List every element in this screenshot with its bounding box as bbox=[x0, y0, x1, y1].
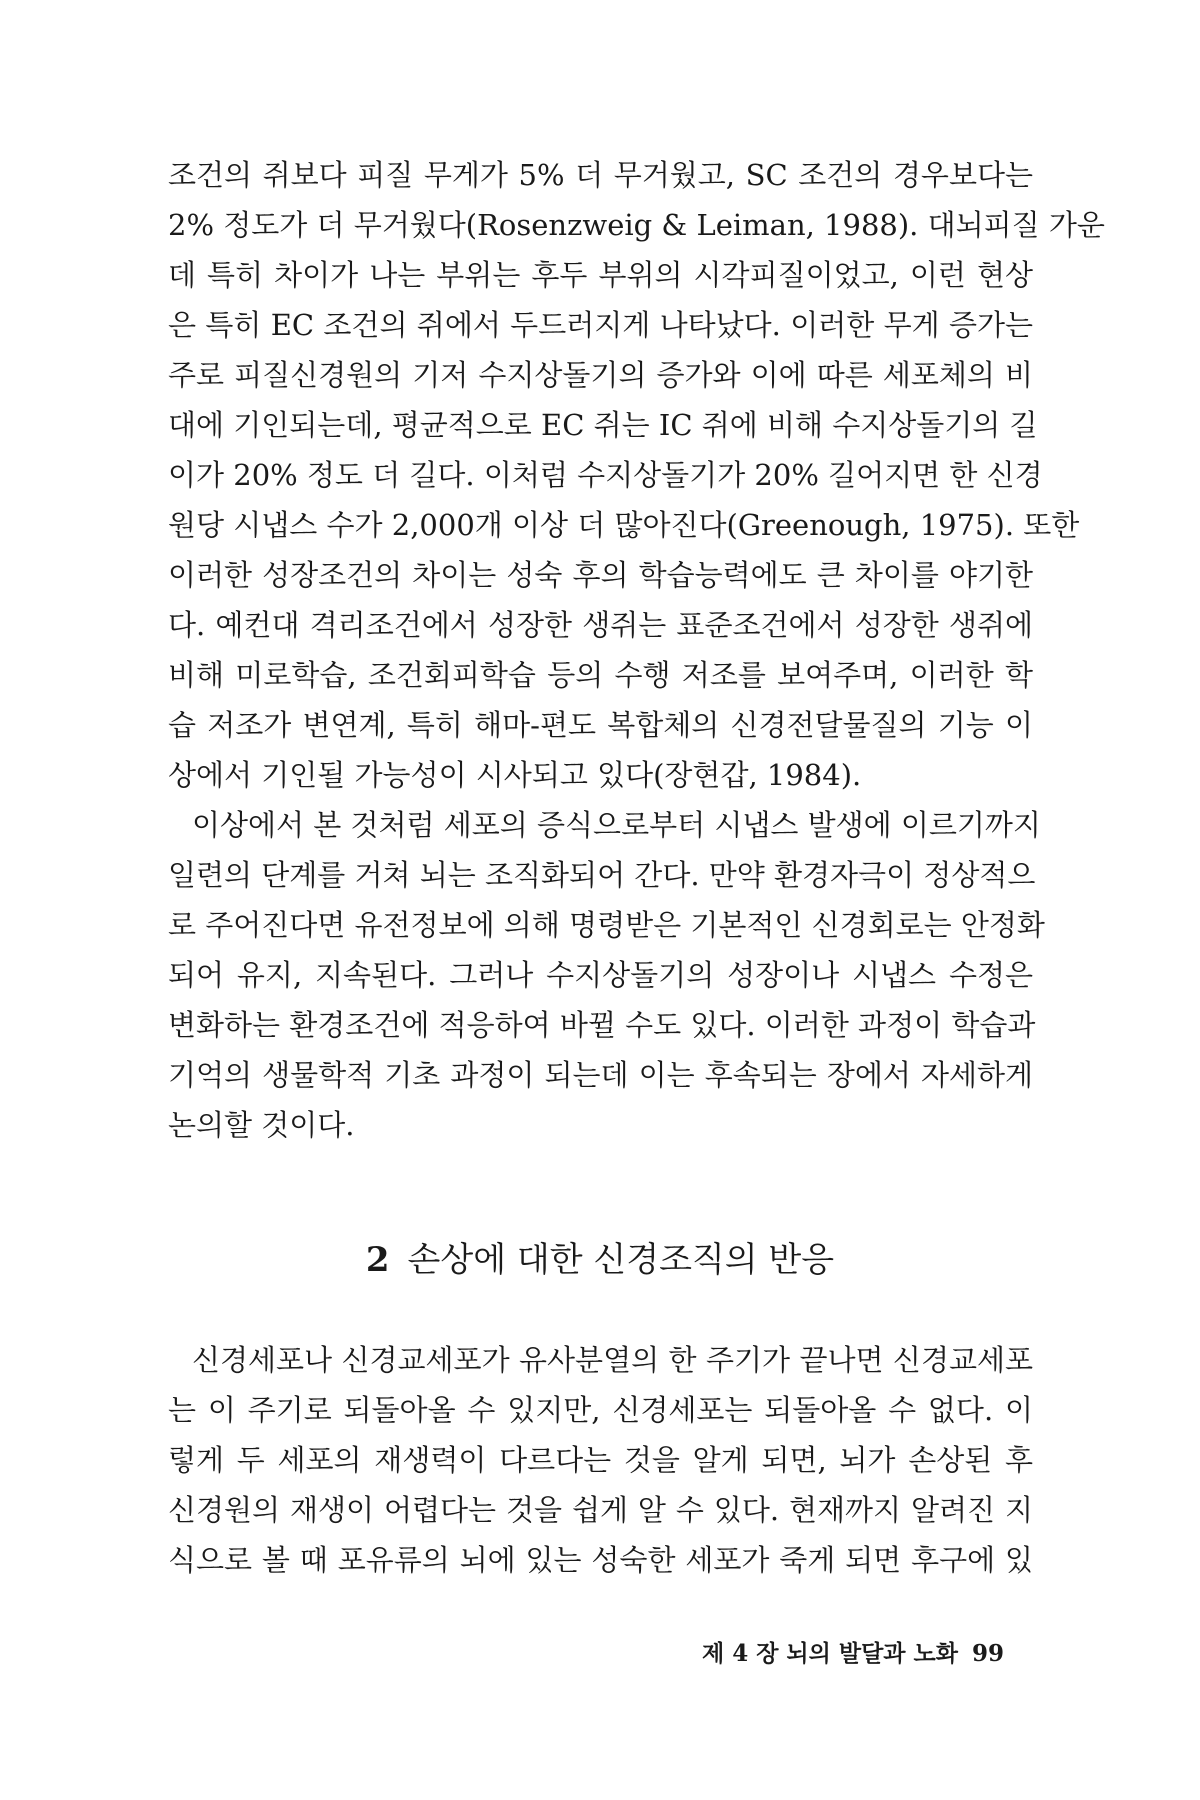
page-footer bbox=[702, 1635, 1004, 1668]
text-line: 논의할 것이다. bbox=[168, 1108, 355, 1142]
body-text-top bbox=[168, 150, 1105, 1150]
text-line: 기억의 생물학적 기초 과정이 되는데 이는 후속되는 장에서 자세하게 bbox=[168, 1058, 1033, 1092]
text-line: 로 주어진다면 유전정보에 의해 명령받은 기본적인 신경회로는 안정화 bbox=[168, 908, 1045, 942]
body-text-bottom bbox=[168, 1335, 1033, 1585]
text-line: 습 저조가 변연계, 특히 해마-편도 복합체의 신경전달물질의 기능 이 bbox=[168, 708, 1033, 742]
text-line: 은 특히 EC 조건의 쥐에서 두드러지게 나타났다. 이러한 무게 증가는 bbox=[168, 308, 1033, 342]
text-line: 식으로 볼 때 포유류의 뇌에 있는 성숙한 세포가 죽게 되면 후구에 있 bbox=[168, 1543, 1033, 1577]
section-heading bbox=[0, 1235, 1200, 1285]
section-title: 손상에 대한 신경조직의 반응 bbox=[407, 1240, 835, 1280]
text-line: 주로 피질신경원의 기저 수지상돌기의 증가와 이에 따른 세포체의 비 bbox=[168, 358, 1033, 392]
text-line: 상에서 기인될 가능성이 시사되고 있다(장현갑, 1984). bbox=[168, 758, 862, 792]
text-line: 신경원의 재생이 어렵다는 것을 쉽게 알 수 있다. 현재까지 알려진 지 bbox=[168, 1493, 1033, 1527]
text-line: 이러한 성장조건의 차이는 성숙 후의 학습능력에도 큰 차이를 야기한 bbox=[168, 558, 1033, 592]
text-line: 이가 20% 정도 더 길다. 이처럼 수지상돌기가 20% 길어지면 한 신경 bbox=[168, 458, 1043, 492]
text-line: 렇게 두 세포의 재생력이 다르다는 것을 알게 되면, 뇌가 손상된 후 bbox=[168, 1443, 1033, 1477]
text-line: 는 이 주기로 되돌아올 수 있지만, 신경세포는 되돌아올 수 없다. 이 bbox=[168, 1393, 1033, 1427]
page-number: 99 bbox=[971, 1640, 1004, 1667]
text-line: 데 특히 차이가 나는 부위는 후두 부위의 시각피질이었고, 이런 현상 bbox=[168, 258, 1033, 292]
text-line: 일련의 단계를 거쳐 뇌는 조직화되어 간다. 만약 환경자극이 정상적으 bbox=[168, 858, 1036, 892]
section-number: 2 bbox=[365, 1240, 390, 1280]
text-line: 되어 유지, 지속된다. 그러나 수지상돌기의 성장이나 시냅스 수정은 bbox=[168, 958, 1033, 992]
text-line: 다. 예컨대 격리조건에서 성장한 생쥐는 표준조건에서 성장한 생쥐에 bbox=[168, 608, 1033, 642]
text-line: 대에 기인되는데, 평균적으로 EC 쥐는 IC 쥐에 비해 수지상돌기의 길 bbox=[168, 408, 1038, 442]
text-line: 변화하는 환경조건에 적응하여 바뀔 수도 있다. 이러한 과정이 학습과 bbox=[168, 1008, 1036, 1042]
text-line: 조건의 쥐보다 피질 무게가 5% 더 무거웠고, SC 조건의 경우보다는 bbox=[168, 158, 1033, 192]
text-line: 비해 미로학습, 조건회피학습 등의 수행 저조를 보여주며, 이러한 학 bbox=[168, 658, 1033, 692]
text-line: 2% 정도가 더 무거웠다(Rosenzweig & Leiman, 1988). 대뇌피질 가운 bbox=[168, 208, 1105, 242]
text-line: 신경세포나 신경교세포가 유사분열의 한 주기가 끝나면 신경교세포 bbox=[192, 1343, 1033, 1377]
text-line: 원당 시냅스 수가 2,000개 이상 더 많아진다(Greenough, 1975). 또한 bbox=[168, 508, 1080, 542]
chapter-title: 제 4 장 뇌의 발달과 노화 bbox=[701, 1640, 958, 1667]
text-line: 이상에서 본 것처럼 세포의 증식으로부터 시냅스 발생에 이르기까지 bbox=[192, 808, 1041, 842]
